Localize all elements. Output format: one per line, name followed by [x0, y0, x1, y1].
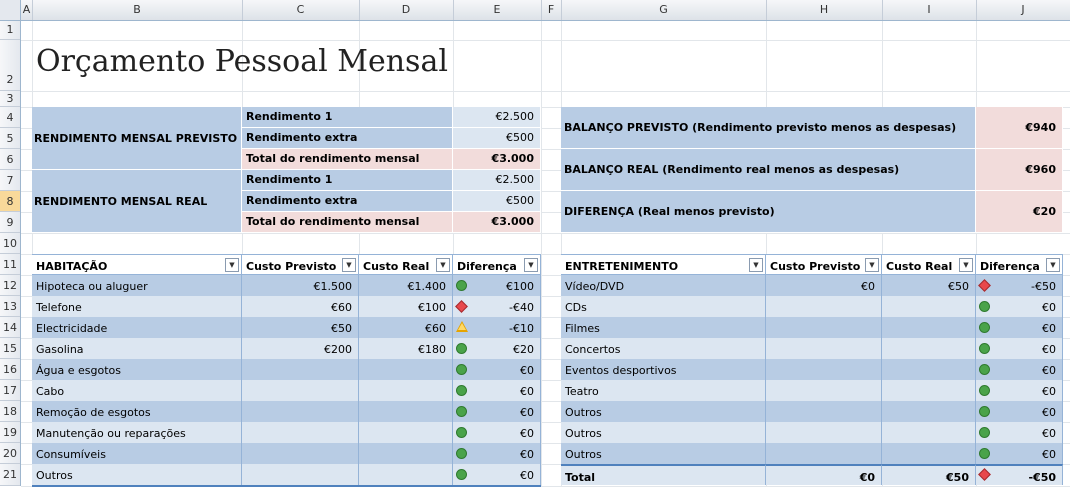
expense-actual[interactable]	[882, 296, 976, 317]
expense-name[interactable]: Outros	[561, 443, 766, 464]
expense-actual[interactable]	[359, 422, 453, 443]
expense-difference: €0	[453, 359, 541, 380]
expense-actual[interactable]	[359, 464, 453, 485]
expense-name[interactable]: Hipoteca ou aluguer	[32, 275, 242, 296]
expense-name[interactable]: Electricidade	[32, 317, 242, 338]
filter-dropdown-button[interactable]: ▼	[225, 258, 239, 272]
expense-actual[interactable]	[359, 443, 453, 464]
status-green-circle-icon	[979, 385, 990, 396]
income-row-value[interactable]: €500	[453, 128, 541, 149]
column-header-f[interactable]: F	[541, 0, 562, 20]
row-header-1[interactable]: 1	[0, 20, 20, 40]
row-header-6[interactable]: 6	[0, 149, 20, 170]
header-actual-cost: Custo Real	[882, 254, 976, 275]
status-green-circle-icon	[979, 448, 990, 459]
filter-dropdown-button[interactable]: ▼	[342, 258, 356, 272]
income-row-value[interactable]: €500	[453, 191, 541, 212]
row-header-20[interactable]: 20	[0, 443, 20, 464]
expense-planned[interactable]: €60	[242, 296, 359, 317]
expense-planned[interactable]	[766, 380, 882, 401]
expense-difference: €0	[976, 401, 1063, 422]
expense-actual[interactable]	[882, 317, 976, 338]
expense-planned[interactable]	[242, 422, 359, 443]
grid-row-line	[21, 233, 1070, 234]
expense-name[interactable]: Manutenção ou reparações	[32, 422, 242, 443]
expense-difference: -€10	[453, 317, 541, 338]
status-green-circle-icon	[456, 385, 467, 396]
grid-row-line	[21, 91, 1070, 92]
expense-planned[interactable]: €200	[242, 338, 359, 359]
expense-difference: €0	[453, 443, 541, 464]
column-header-e[interactable]: E	[453, 0, 542, 20]
row-header-15[interactable]: 15	[0, 338, 20, 359]
expense-actual[interactable]	[882, 401, 976, 422]
expense-difference: €0	[976, 296, 1063, 317]
balance-value[interactable]: €20	[976, 191, 1063, 233]
expense-name[interactable]: Vídeo/DVD	[561, 275, 766, 296]
expense-actual[interactable]	[882, 443, 976, 464]
header-planned-cost: Custo Previsto	[242, 254, 359, 275]
filter-dropdown-button[interactable]: ▼	[959, 258, 973, 272]
planned-income-label: RENDIMENTO MENSAL PREVISTO	[32, 107, 242, 170]
income-row-value[interactable]: €2.500	[453, 107, 541, 128]
status-green-circle-icon	[456, 343, 467, 354]
filter-dropdown-button[interactable]: ▼	[865, 258, 879, 272]
expense-name[interactable]: Cabo	[32, 380, 242, 401]
status-green-circle-icon	[979, 406, 990, 417]
income-row-label: Rendimento extra	[242, 191, 453, 212]
balance-value[interactable]: €940	[976, 107, 1063, 149]
expense-planned[interactable]	[766, 422, 882, 443]
total-label: Total	[561, 464, 766, 485]
column-header-h[interactable]: H	[766, 0, 883, 20]
status-green-circle-icon	[456, 406, 467, 417]
select-all-corner[interactable]	[0, 0, 21, 21]
income-row-label: Rendimento 1	[242, 170, 453, 191]
row-header-5[interactable]: 5	[0, 128, 20, 149]
income-row-value[interactable]: €3.000	[453, 212, 541, 233]
column-headers	[0, 0, 1070, 21]
total-planned: €0	[766, 464, 882, 485]
expense-planned[interactable]	[766, 317, 882, 338]
expense-actual[interactable]: €50	[882, 275, 976, 296]
header-difference: Diferença	[976, 254, 1063, 275]
status-green-circle-icon	[979, 322, 990, 333]
row-header-4[interactable]: 4	[0, 107, 20, 128]
column-header-b[interactable]: B	[32, 0, 243, 20]
expense-difference: €0	[976, 338, 1063, 359]
row-header-2[interactable]: 2	[0, 40, 20, 91]
filter-dropdown-button[interactable]: ▼	[1046, 258, 1060, 272]
row-header-7[interactable]: 7	[0, 170, 20, 191]
expense-planned[interactable]	[766, 296, 882, 317]
row-header-21[interactable]: 21	[0, 464, 20, 486]
expense-actual[interactable]	[882, 422, 976, 443]
expense-name[interactable]: Telefone	[32, 296, 242, 317]
header-category: HABITAÇÃO	[32, 254, 242, 275]
status-green-circle-icon	[456, 427, 467, 438]
expense-planned[interactable]	[242, 401, 359, 422]
status-green-circle-icon	[456, 364, 467, 375]
status-warning-triangle-icon	[456, 321, 468, 332]
expense-difference: €100	[453, 275, 541, 296]
status-green-circle-icon	[979, 427, 990, 438]
expense-name[interactable]: Consumíveis	[32, 443, 242, 464]
expense-actual[interactable]: €1.400	[359, 275, 453, 296]
row-header-11[interactable]: 11	[0, 254, 20, 275]
expense-name[interactable]: Outros	[561, 401, 766, 422]
expense-name[interactable]: Gasolina	[32, 338, 242, 359]
expense-name[interactable]: Outros	[561, 422, 766, 443]
income-row-label: Total do rendimento mensal	[242, 212, 453, 233]
row-header-17[interactable]: 17	[0, 380, 20, 401]
income-row-value[interactable]: €3.000	[453, 149, 541, 170]
expense-difference: -€40	[453, 296, 541, 317]
expense-name[interactable]: Remoção de esgotos	[32, 401, 242, 422]
expense-actual[interactable]: €100	[359, 296, 453, 317]
expense-actual[interactable]	[359, 359, 453, 380]
expense-actual[interactable]	[882, 359, 976, 380]
expense-name[interactable]: Outros	[32, 464, 242, 485]
expense-name[interactable]: Teatro	[561, 380, 766, 401]
row-header-16[interactable]: 16	[0, 359, 20, 380]
balance-value[interactable]: €960	[976, 149, 1063, 191]
total-actual: €50	[882, 464, 976, 485]
row-header-14[interactable]: 14	[0, 317, 20, 338]
column-header-d[interactable]: D	[359, 0, 454, 20]
income-row-label: Total do rendimento mensal	[242, 149, 453, 170]
expense-difference: €0	[976, 380, 1063, 401]
balance-label: BALANÇO PREVISTO (Rendimento previsto menos as despesas)	[561, 107, 976, 149]
expense-difference: €0	[976, 359, 1063, 380]
row-header-12[interactable]: 12	[0, 275, 20, 296]
expense-planned[interactable]	[766, 359, 882, 380]
column-header-g[interactable]: G	[561, 0, 767, 20]
expense-planned[interactable]	[766, 443, 882, 464]
expense-actual[interactable]	[882, 338, 976, 359]
expense-difference: -€50	[976, 275, 1063, 296]
row-header-3[interactable]: 3	[0, 91, 20, 107]
expense-actual[interactable]: €180	[359, 338, 453, 359]
total-difference: -€50	[976, 464, 1063, 485]
expense-planned[interactable]	[242, 464, 359, 485]
expense-actual[interactable]	[359, 380, 453, 401]
expense-planned[interactable]: €1.500	[242, 275, 359, 296]
income-row-value[interactable]: €2.500	[453, 170, 541, 191]
expense-planned[interactable]	[766, 338, 882, 359]
header-difference: Diferença	[453, 254, 541, 275]
status-green-circle-icon	[456, 469, 467, 480]
column-header-c[interactable]: C	[242, 0, 360, 20]
status-green-circle-icon	[979, 364, 990, 375]
column-header-a[interactable]: A	[21, 0, 33, 20]
expense-name[interactable]: Concertos	[561, 338, 766, 359]
expense-actual[interactable]: €60	[359, 317, 453, 338]
real-income-label: RENDIMENTO MENSAL REAL	[32, 170, 242, 233]
expense-difference: €0	[976, 422, 1063, 443]
filter-dropdown-button[interactable]: ▼	[524, 258, 538, 272]
income-row-label: Rendimento 1	[242, 107, 453, 128]
row-header-10[interactable]: 10	[0, 233, 20, 254]
expense-name[interactable]: CDs	[561, 296, 766, 317]
header-actual-cost: Custo Real	[359, 254, 453, 275]
row-header-8[interactable]: 8	[0, 191, 20, 212]
row-headers	[0, 20, 21, 486]
income-row-label: Rendimento extra	[242, 128, 453, 149]
column-header-j[interactable]: J	[976, 0, 1070, 20]
expense-actual[interactable]	[359, 401, 453, 422]
expense-difference: €0	[453, 380, 541, 401]
expense-planned[interactable]: €0	[766, 275, 882, 296]
filter-dropdown-button[interactable]: ▼	[436, 258, 450, 272]
balance-label: DIFERENÇA (Real menos previsto)	[561, 191, 976, 233]
expense-planned[interactable]	[242, 380, 359, 401]
expense-planned[interactable]	[242, 359, 359, 380]
header-planned-cost: Custo Previsto	[766, 254, 882, 275]
expense-difference: €20	[453, 338, 541, 359]
expense-planned[interactable]: €50	[242, 317, 359, 338]
expense-difference: €0	[453, 401, 541, 422]
status-green-circle-icon	[979, 301, 990, 312]
expense-planned[interactable]	[242, 443, 359, 464]
row-header-19[interactable]: 19	[0, 422, 20, 443]
expense-name[interactable]: Eventos desportivos	[561, 359, 766, 380]
expense-difference: €0	[453, 422, 541, 443]
grid-col-line	[541, 21, 542, 486]
row-header-13[interactable]: 13	[0, 296, 20, 317]
grid-row-line	[21, 40, 1070, 41]
expense-difference: €0	[976, 317, 1063, 338]
header-category: ENTRETENIMENTO	[561, 254, 766, 275]
filter-dropdown-button[interactable]: ▼	[749, 258, 763, 272]
row-header-18[interactable]: 18	[0, 401, 20, 422]
expense-planned[interactable]	[766, 401, 882, 422]
expense-difference: €0	[976, 443, 1063, 464]
page-title: Orçamento Pessoal Mensal	[36, 44, 448, 79]
expense-name[interactable]: Água e esgotos	[32, 359, 242, 380]
column-header-i[interactable]: I	[882, 0, 977, 20]
status-green-circle-icon	[979, 343, 990, 354]
status-green-circle-icon	[456, 280, 467, 291]
expense-actual[interactable]	[882, 380, 976, 401]
row-header-9[interactable]: 9	[0, 212, 20, 233]
status-green-circle-icon	[456, 448, 467, 459]
balance-label: BALANÇO REAL (Rendimento real menos as despesas)	[561, 149, 976, 191]
expense-difference: €0	[453, 464, 541, 485]
expense-name[interactable]: Filmes	[561, 317, 766, 338]
